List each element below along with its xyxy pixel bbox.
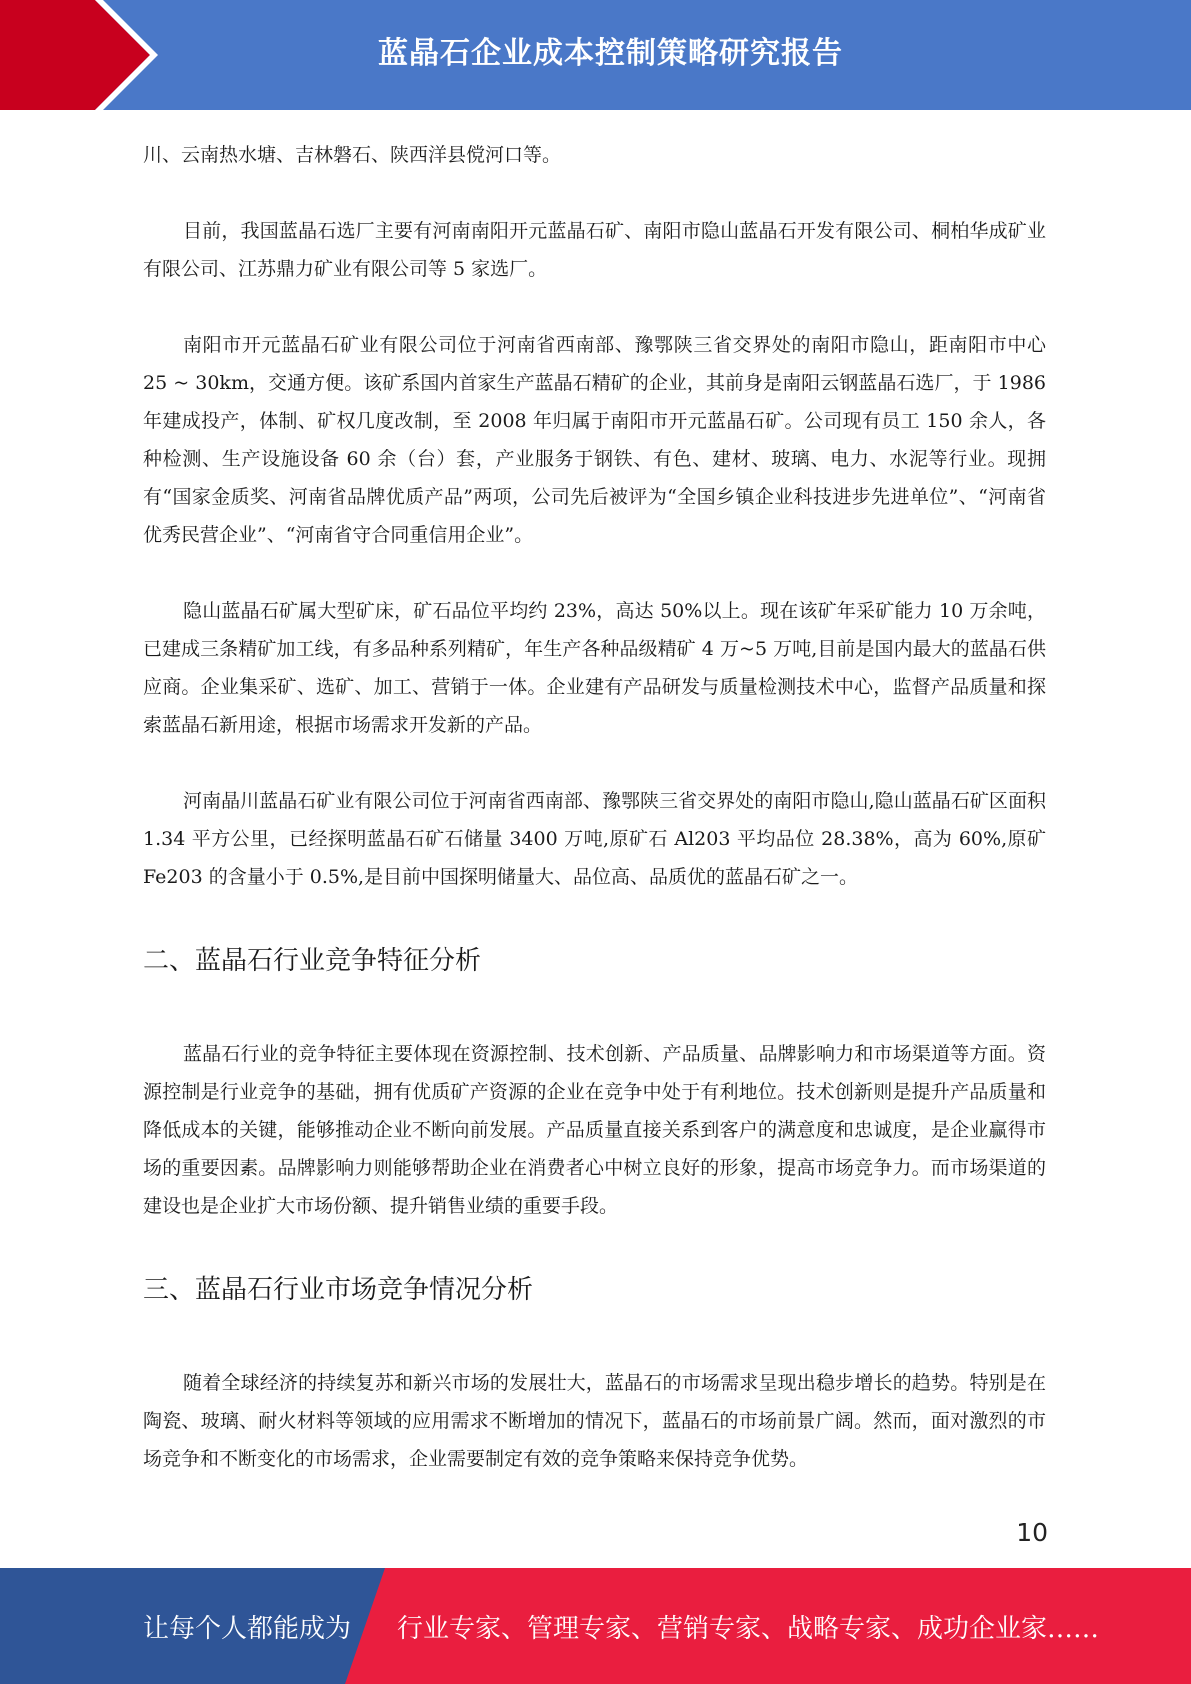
section-3-paragraph: 随着全球经济的持续复苏和新兴市场的发展壮大，蓝晶石的市场需求呈现出稳步增长的趋势。特别是在陶瓷、玻璃、耐火材料等领域的应用需求不断增加的情况下，蓝晶石的市场前景广阔。然而，面对激烈的市场竞争和不断变化的市场需求，企业需要制定有效的竞争策略来保持竞争优势。 [143, 1372, 1046, 1470]
section-2-paragraph: 蓝晶石行业的竞争特征主要体现在资源控制、技术创新、产品质量、品牌影响力和市场渠道等方面。资源控制是行业竞争的基础，拥有优质矿产资源的企业在竞争中处于有利地位。技术创新则是提升产品质量和降低成本的关键，能够推动企业不断向前发展。产品质量直接关系到客户的满意度和忠诚度，是企业赢得市场的重要因素。品牌影响力则能够帮助企业在消费者心中树立良好的形象，提高市场竞争力。而市场渠道的建设也是企业扩大市场份额、提升销售业绩的重要手段。 [143, 1043, 1046, 1217]
section-2-heading: 二、蓝晶石行业竞争特征分析 [143, 946, 482, 976]
footer-slogan-right: 行业专家、管理专家、营销专家、战略专家、成功企业家…… [397, 1614, 1100, 1644]
paragraph-3: 南阳市开元蓝晶石矿业有限公司位于河南省西南部、豫鄂陕三省交界处的南阳市隐山，距南阳市中心 25 ~ 30km，交通方便。该矿系国内首家生产蓝晶石精矿的企业，其前身是南阳云钢蓝晶石选厂，于 1986 年建成投产，体制、矿权几度改制，至 2008 年归属于南阳市开元蓝晶石矿。公司现有员工 150 余人，各种检测、生产设施设备 60 余（台）套，产业服务于钢铁、有色、建材、玻璃、电力、水泥等行业。现拥有“国家金质奖、河南省品牌优质产品”两项，公司先后被评为“全国乡镇企业科技进步先进单位”、“河南省优秀民营企业”、“河南省守合同重信用企业”。 [143, 334, 1046, 546]
footer-slogan-left: 让每个人都能成为 [143, 1614, 352, 1644]
paragraph-2: 目前，我国蓝晶石选厂主要有河南南阳开元蓝晶石矿、南阳市隐山蓝晶石开发有限公司、桐柏华成矿业有限公司、江苏鼎力矿业有限公司等 5 家选厂。 [143, 220, 1046, 280]
section-3-heading: 三、蓝晶石行业市场竞争情况分析 [143, 1275, 534, 1305]
page-number: 10 [1016, 1518, 1048, 1547]
page-footer [0, 1568, 1191, 1684]
paragraph-4: 隐山蓝晶石矿属大型矿床，矿石品位平均约 23%，高达 50%以上。现在该矿年采矿能力 10 万余吨，已建成三条精矿加工线，有多品种系列精矿，年生产各种品级精矿 4 万~5 万吨,目前是国内最大的蓝晶石供应商。企业集采矿、选矿、加工、营销于一体。企业建有产品研发与质量检测技术中心，监督产品质量和探索蓝晶石新用途，根据市场需求开发新的产品。 [143, 600, 1046, 736]
page-header [0, 0, 1191, 110]
paragraph-1: 川、云南热水塘、吉林磐石、陕西洋县傥河口等。 [143, 144, 562, 166]
paragraph-5: 河南晶川蓝晶石矿业有限公司位于河南省西南部、豫鄂陕三省交界处的南阳市隐山,隐山蓝晶石矿区面积 1.34 平方公里，已经探明蓝晶石矿石储量 3400 万吨,原矿石 Al203 平均品位 28.38%，高为 60%,原矿 Fe203 的含量小于 0.5%,是目前中国探明储量大、品位高、品质优的蓝晶石矿之一。 [143, 790, 1046, 888]
report-title: 蓝晶石企业成本控制策略研究报告 [378, 36, 843, 71]
page-content [143, 136, 1046, 1516]
